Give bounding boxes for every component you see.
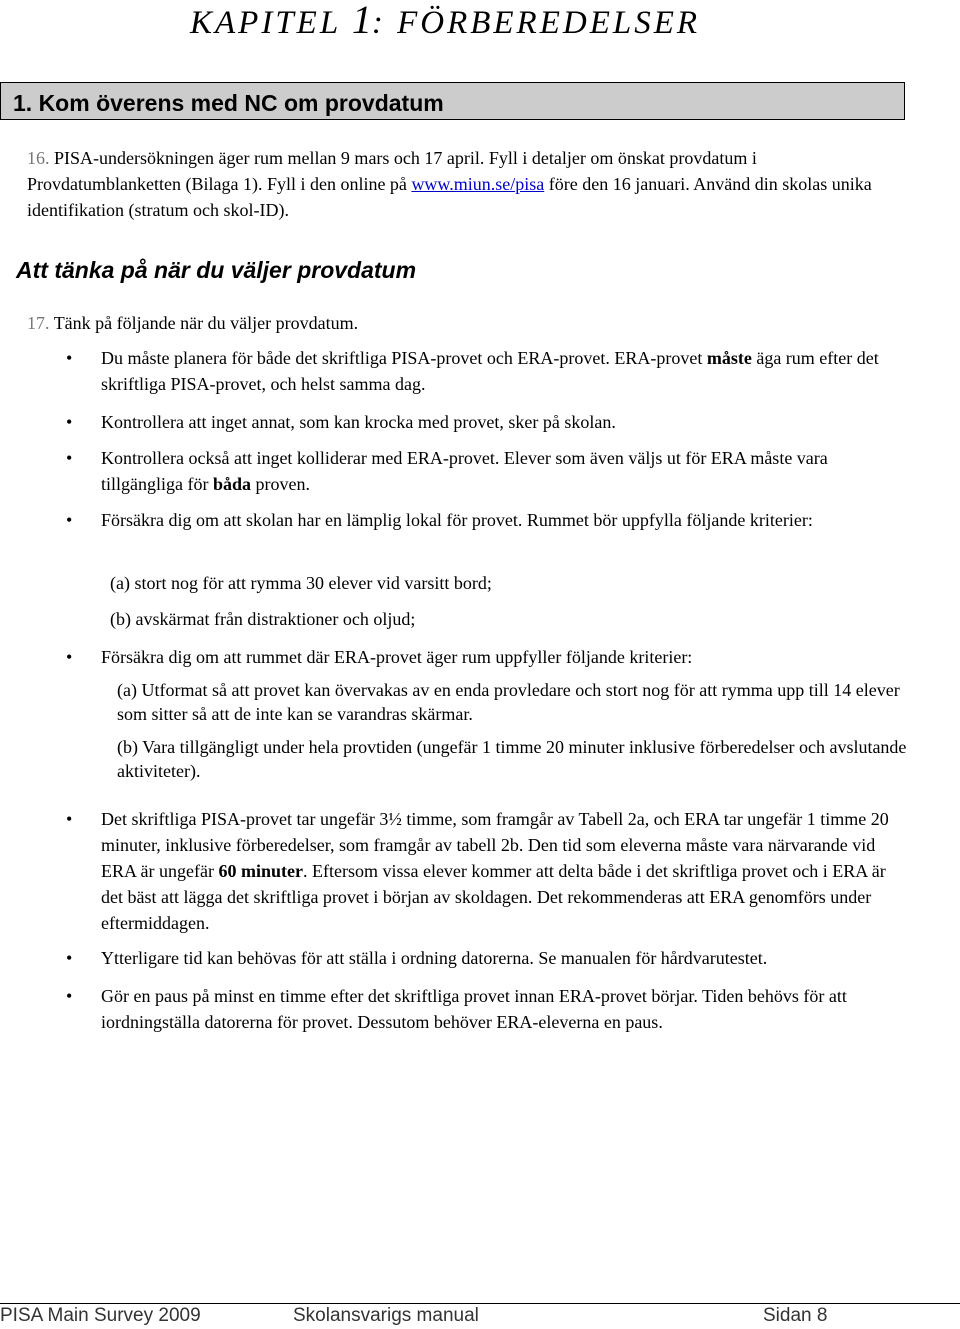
- bullet-icon: •: [66, 809, 73, 829]
- criterion-item: (a) stort nog för att rymma 30 elever vid varsitt bord;: [110, 573, 492, 593]
- bullet-item: Försäkra dig om att skolan har en lämplig lokal för provet. Rummet bör uppfylla följande kriterier:: [101, 510, 813, 530]
- chapter-prefix: KAPITEL: [190, 5, 352, 41]
- bullet-item: [101, 806, 891, 936]
- chapter-number: 1: [351, 0, 372, 42]
- paragraph-text: Tänk på följande när du väljer provdatum.: [53, 313, 359, 333]
- bullet-item: [101, 345, 901, 397]
- section-title: 1. Kom överens med NC om provdatum: [13, 90, 444, 116]
- bullet-emphasis: båda: [212, 474, 252, 494]
- paragraph-number: 16.: [27, 148, 50, 168]
- paragraph-text-end: före den 16 januari. Använd din skolas unika identifikation (stratum och skol-ID).: [27, 174, 872, 220]
- paragraph-number: 17.: [27, 313, 50, 333]
- bullet-icon: •: [66, 412, 73, 432]
- bullet-icon: •: [66, 647, 73, 667]
- footer-page-number: Sidan 8: [763, 1305, 828, 1326]
- criterion-item: (b) Vara tillgängligt under hela provtiden (ungefär 1 timme 20 minuter inklusive förberedelser och avslutande aktiviteter).: [117, 737, 907, 781]
- criterion-item: (b) avskärmat från distraktioner och oljud;: [110, 609, 416, 629]
- bullet-text: . Eftersom vissa elever kommer att delta både i det skriftliga provet och i ERA är det bäst att lägga det skriftliga provet i början av skoldagen. Det rekommenderas att ERA genomförs under eftermiddagen.: [101, 861, 886, 933]
- bullet-text: Du måste planera för både det skriftliga PISA-provet och ERA-provet. ERA-provet: [101, 348, 707, 368]
- bullet-icon: •: [66, 986, 73, 1006]
- bullet-text: Det skriftliga PISA-provet tar ungefär 3½ timme, som framgår av Tabell 2a, och ERA tar ungefär 1 timme 20 minuter, inklusive förberedelser, som framgår av tabell 2b. Den tid som eleverna måste vara närvarande vid ERA är ungefär: [101, 809, 889, 881]
- criterion-item: (a) Utformat så att provet kan övervakas av en enda provledare och stort nog för att rymma upp till 14 elever som sitter så att de inte kan se varandras skärmar.: [117, 680, 900, 724]
- bullet-text: Kontrollera också att inget kolliderar med ERA-provet. Elever som även väljs ut för ERA måste vara tillgängliga för: [101, 448, 828, 494]
- pisa-link[interactable]: www.miun.se/pisa: [411, 174, 545, 194]
- bullet-text: äga rum efter det skriftliga PISA-provet, och helst samma dag.: [101, 348, 879, 394]
- paragraph-16: [27, 145, 887, 223]
- bullet-icon: •: [66, 448, 73, 468]
- bullet-icon: •: [66, 348, 73, 368]
- paragraph-text: PISA-undersökningen äger rum mellan 9 mars och 17 april. Fyll i detaljer om önskat provdatum i Provdatumblanketten (Bilaga 1). Fyll i den online på: [27, 148, 757, 194]
- bullet-item: Gör en paus på minst en timme efter det skriftliga provet innan ERA-provet börjar. Tiden behövs för att iordningställa datorerna för provet. Dessutom behöver ERA-eleverna en paus.: [101, 986, 847, 1032]
- chapter-suffix: : FÖRBEREDELSER: [371, 5, 701, 41]
- bullet-emphasis: 60 minuter: [218, 861, 303, 881]
- section-header: [0, 82, 905, 120]
- footer-left: PISA Main Survey 2009: [0, 1305, 201, 1326]
- bullet-text: proven.: [251, 474, 310, 494]
- chapter-title: [190, 0, 700, 43]
- paragraph-17: [27, 310, 358, 336]
- bullet-icon: •: [66, 510, 73, 530]
- bullet-item: Ytterligare tid kan behövas för att ställa i ordning datorerna. Se manualen för hårdvarutestet.: [101, 948, 768, 968]
- bullet-item: Försäkra dig om att rummet där ERA-provet äger rum uppfyller följande kriterier:: [101, 647, 693, 667]
- subheading: Att tänka på när du väljer provdatum: [16, 257, 417, 283]
- bullet-item: [101, 445, 901, 497]
- footer-center: Skolansvarigs manual: [293, 1305, 479, 1326]
- bullet-item: Kontrollera att inget annat, som kan krocka med provet, sker på skolan.: [101, 412, 616, 432]
- footer-divider: [0, 1303, 960, 1304]
- bullet-icon: •: [66, 948, 73, 968]
- bullet-emphasis: måste: [706, 348, 752, 368]
